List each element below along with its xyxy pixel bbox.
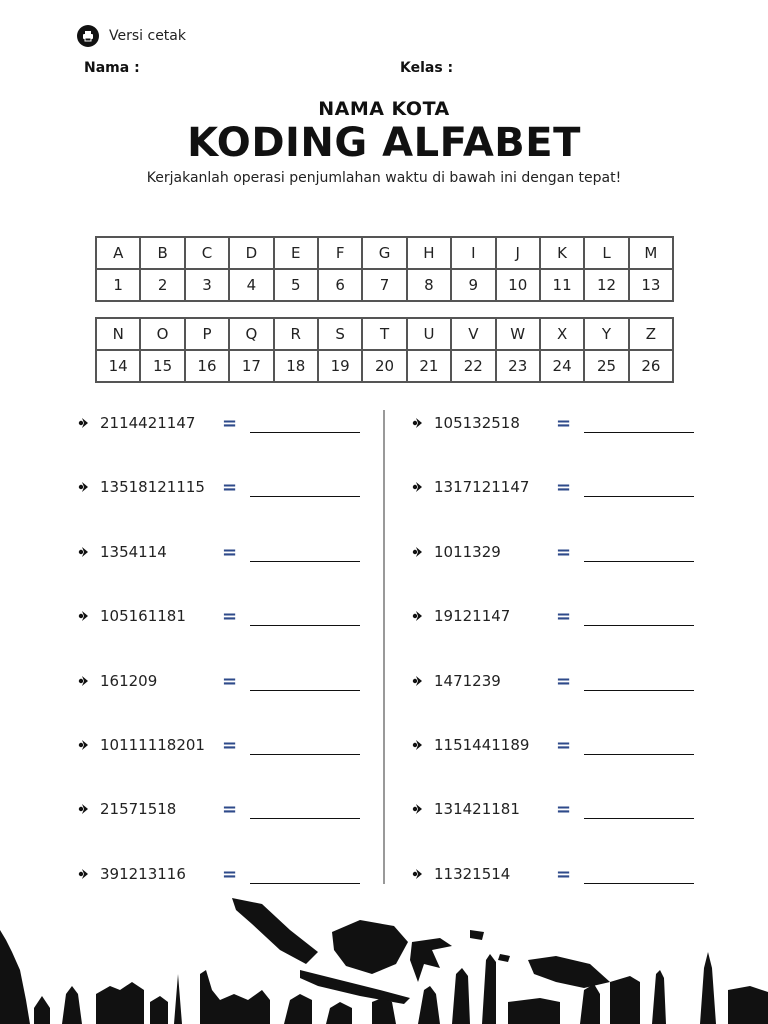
code-number-cell: 7: [362, 269, 406, 301]
coded-number: 19121147: [434, 607, 511, 626]
coded-number: 1354114: [100, 542, 167, 561]
bullet-arrow-icon: [410, 609, 424, 627]
equals-sign: =: [556, 477, 572, 499]
code-letter-cell: U: [407, 318, 451, 350]
code-letter-cell: I: [451, 237, 495, 269]
answer-blank[interactable]: [250, 561, 360, 562]
equals-sign: =: [222, 799, 238, 821]
printer-icon: [77, 25, 99, 47]
coded-number: 1317121147: [434, 478, 530, 497]
class-field-label: Kelas :: [400, 60, 454, 76]
coded-number: 13518121115: [100, 478, 205, 497]
equals-sign: =: [222, 606, 238, 628]
problem-item: [76, 733, 366, 763]
map-sulawesi: [410, 938, 452, 982]
code-letter-cell: L: [584, 237, 628, 269]
equals-sign: =: [222, 863, 238, 885]
code-letter-cell: K: [540, 237, 584, 269]
code-number-cell: 13: [629, 269, 673, 301]
problem-item: [410, 862, 700, 892]
coded-number: 391213116: [100, 864, 186, 883]
answer-blank[interactable]: [250, 496, 360, 497]
coded-number: 1471239: [434, 671, 501, 690]
bullet-arrow-icon: [410, 545, 424, 563]
equals-sign: =: [556, 799, 572, 821]
answer-blank[interactable]: [584, 883, 694, 884]
code-number-cell: 16: [185, 350, 229, 382]
answer-blank[interactable]: [250, 690, 360, 691]
code-number-cell: 15: [140, 350, 184, 382]
answer-blank[interactable]: [584, 496, 694, 497]
equals-sign: =: [556, 670, 572, 692]
coded-number: 1151441189: [434, 736, 530, 754]
equals-sign: =: [556, 541, 572, 563]
answer-blank[interactable]: [584, 625, 694, 626]
map-java: [300, 970, 410, 1004]
code-letter-cell: R: [274, 318, 318, 350]
bullet-arrow-icon: [410, 867, 424, 885]
problem-item: [410, 540, 700, 570]
code-letter-cell: H: [407, 237, 451, 269]
problem-item: [76, 475, 366, 505]
equals-sign: =: [556, 606, 572, 628]
code-letter-cell: S: [318, 318, 362, 350]
code-number-cell: 22: [451, 350, 495, 382]
print-version-label: Versi cetak: [109, 28, 186, 44]
coded-number: 10111118201: [100, 736, 205, 754]
code-letter-cell: Q: [229, 318, 273, 350]
code-number-cell: 18: [274, 350, 318, 382]
map-kalimantan: [332, 920, 408, 974]
code-number-cell: 10: [496, 269, 540, 301]
code-number-cell: 17: [229, 350, 273, 382]
code-letter-cell: E: [274, 237, 318, 269]
worksheet-instruction: Kerjakanlah operasi penjumlahan waktu di bawah ini dengan tepat!: [146, 170, 622, 186]
code-letter-cell: W: [496, 318, 540, 350]
code-number-cell: 23: [496, 350, 540, 382]
numbers-row: [96, 269, 673, 301]
bullet-arrow-icon: [410, 480, 424, 498]
problem-item: [410, 733, 700, 763]
problem-item: [410, 475, 700, 505]
code-letter-cell: Y: [584, 318, 628, 350]
code-letter-cell: V: [451, 318, 495, 350]
code-number-cell: 12: [584, 269, 628, 301]
code-number-cell: 20: [362, 350, 406, 382]
letters-row: [96, 237, 673, 269]
column-divider: [383, 410, 385, 884]
answer-blank[interactable]: [250, 883, 360, 884]
problem-item: [76, 862, 366, 892]
map-sumatra: [232, 898, 318, 964]
bullet-arrow-icon: [410, 674, 424, 692]
answer-blank[interactable]: [250, 432, 360, 433]
problem-item: [76, 540, 366, 570]
bullet-arrow-icon: [410, 416, 424, 434]
code-letter-cell: J: [496, 237, 540, 269]
problem-item: [410, 604, 700, 634]
worksheet-subtitle: NAMA KOTA: [318, 98, 450, 120]
bullet-arrow-icon: [76, 738, 90, 756]
problem-item: [410, 411, 700, 441]
equals-sign: =: [222, 541, 238, 563]
code-number-cell: 14: [96, 350, 140, 382]
answer-blank[interactable]: [250, 625, 360, 626]
name-field-label: Nama :: [84, 60, 140, 76]
bullet-arrow-icon: [76, 802, 90, 820]
code-number-cell: 19: [318, 350, 362, 382]
coded-number: 2114421147: [100, 414, 196, 432]
code-letter-cell: T: [362, 318, 406, 350]
map-papua: [528, 956, 610, 988]
problem-item: [410, 797, 700, 827]
code-letter-cell: B: [140, 237, 184, 269]
code-letter-cell: O: [140, 318, 184, 350]
bullet-arrow-icon: [76, 480, 90, 498]
answer-blank[interactable]: [584, 818, 694, 819]
answer-blank[interactable]: [250, 754, 360, 755]
problem-item: [76, 604, 366, 634]
answer-blank[interactable]: [584, 432, 694, 433]
code-letter-cell: C: [185, 237, 229, 269]
code-letter-cell: D: [229, 237, 273, 269]
code-letter-cell: A: [96, 237, 140, 269]
coded-number: 161209: [100, 671, 158, 690]
problem-item: [76, 669, 366, 699]
coded-number: 105132518: [434, 414, 520, 432]
code-letter-cell: P: [185, 318, 229, 350]
buildings-right: [580, 952, 768, 1024]
problem-item: [76, 797, 366, 827]
code-number-cell: 8: [407, 269, 451, 301]
code-number-cell: 11: [540, 269, 584, 301]
alphabet-code-table-n-z: [95, 317, 674, 383]
letters-row: [96, 318, 673, 350]
equals-sign: =: [222, 735, 238, 756]
equals-sign: =: [222, 477, 238, 499]
buildings-left: [0, 930, 182, 1024]
problem-item: [76, 411, 366, 441]
code-number-cell: 2: [140, 269, 184, 301]
bullet-arrow-icon: [76, 545, 90, 563]
code-number-cell: 3: [185, 269, 229, 301]
coded-number: 21571518: [100, 800, 177, 819]
code-number-cell: 9: [451, 269, 495, 301]
coded-number: 105161181: [100, 607, 186, 626]
coded-number: 11321514: [434, 864, 511, 883]
code-number-cell: 5: [274, 269, 318, 301]
bullet-arrow-icon: [76, 609, 90, 627]
coded-number: 1011329: [434, 542, 501, 561]
equals-sign: =: [222, 413, 238, 434]
code-letter-cell: N: [96, 318, 140, 350]
code-letter-cell: Z: [629, 318, 673, 350]
bullet-arrow-icon: [410, 802, 424, 820]
answer-blank[interactable]: [250, 818, 360, 819]
code-letter-cell: X: [540, 318, 584, 350]
code-number-cell: 6: [318, 269, 362, 301]
bullet-arrow-icon: [76, 867, 90, 885]
code-number-cell: 1: [96, 269, 140, 301]
bullet-arrow-icon: [76, 416, 90, 434]
answer-blank[interactable]: [584, 690, 694, 691]
code-number-cell: 24: [540, 350, 584, 382]
bullet-arrow-icon: [410, 738, 424, 756]
equals-sign: =: [556, 413, 572, 434]
coded-number: 131421181: [434, 800, 520, 819]
indonesia-skyline-illustration: [0, 890, 768, 1024]
print-version-link[interactable]: [77, 25, 186, 47]
answer-blank[interactable]: [584, 561, 694, 562]
equals-sign: =: [556, 863, 572, 885]
problem-item: [410, 669, 700, 699]
code-letter-cell: M: [629, 237, 673, 269]
code-number-cell: 21: [407, 350, 451, 382]
numbers-row: [96, 350, 673, 382]
equals-sign: =: [556, 735, 572, 756]
answer-blank[interactable]: [584, 754, 694, 755]
worksheet-title: KODING ALFABET: [187, 120, 581, 166]
code-letter-cell: G: [362, 237, 406, 269]
code-letter-cell: F: [318, 237, 362, 269]
bullet-arrow-icon: [76, 674, 90, 692]
code-number-cell: 4: [229, 269, 273, 301]
equals-sign: =: [222, 670, 238, 692]
alphabet-code-table-a-m: [95, 236, 674, 302]
code-number-cell: 25: [584, 350, 628, 382]
code-number-cell: 26: [629, 350, 673, 382]
